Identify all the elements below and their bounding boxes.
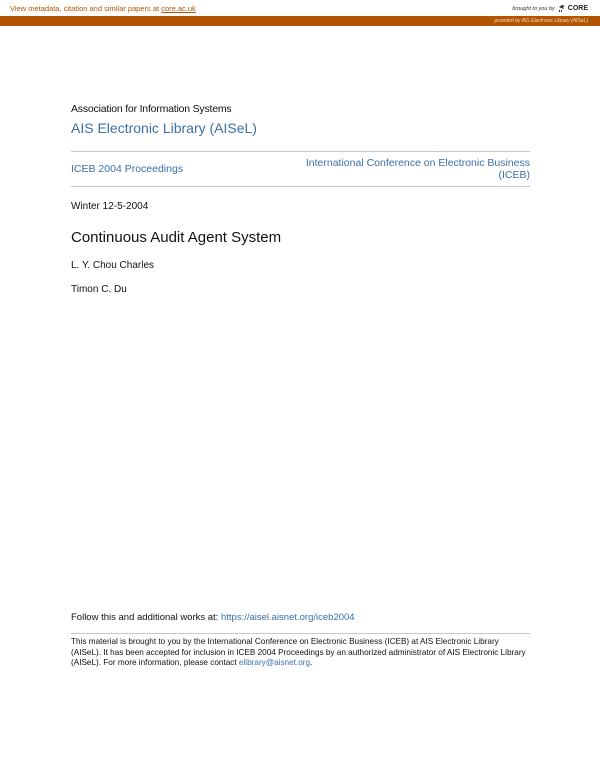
paper-date: Winter 12-5-2004 (71, 201, 149, 212)
provided-by: provided by AIS Electronic Library (AISeL) (494, 18, 588, 24)
core-logo-icon (558, 4, 566, 13)
author: L. Y. Chou Charles (71, 260, 155, 271)
core-label: CORE (567, 5, 588, 12)
notice-text: This material is brought to you by the International Conference on Electronic Business (ICEB) at AIS Electronic Library (AISeL). It has been accepted for inclusion in ICEB 2004 Proceedings by an authorized administrator of AIS Electronic Library (AISeL). For more information, please contact (71, 637, 526, 667)
core-link[interactable]: core.ac.uk (161, 4, 196, 13)
proceedings-link[interactable]: ICEB 2004 Proceedings (71, 163, 184, 175)
paper-title: Continuous Audit Agent System (71, 229, 282, 246)
library-link[interactable]: AIS Electronic Library (AISeL) (71, 120, 257, 136)
core-logo[interactable] (558, 4, 588, 13)
follow-line (71, 612, 355, 623)
collection-url-link[interactable]: https://aisel.aisnet.org/iceb2004 (220, 612, 355, 623)
metadata-notice (10, 4, 196, 13)
divider (71, 186, 530, 187)
brought-by (512, 4, 588, 13)
provider-bar (0, 16, 600, 26)
metadata-text: View metadata, citation and similar papers at (10, 4, 162, 13)
organization-name: Association for Information Systems (71, 103, 232, 115)
contact-email-link[interactable]: elibrary@aisnet.org (238, 658, 311, 667)
author: Timon C. Du (71, 284, 127, 295)
brought-by-text: brought to you by (512, 5, 555, 12)
divider (71, 633, 530, 634)
core-banner (0, 0, 600, 16)
divider (71, 151, 530, 152)
follow-text: Follow this and additional works at: (71, 612, 221, 623)
copyright-notice (71, 637, 531, 669)
conference-link[interactable]: International Conference on Electronic Business (ICEB) (305, 157, 530, 181)
notice-end: . (310, 658, 313, 667)
